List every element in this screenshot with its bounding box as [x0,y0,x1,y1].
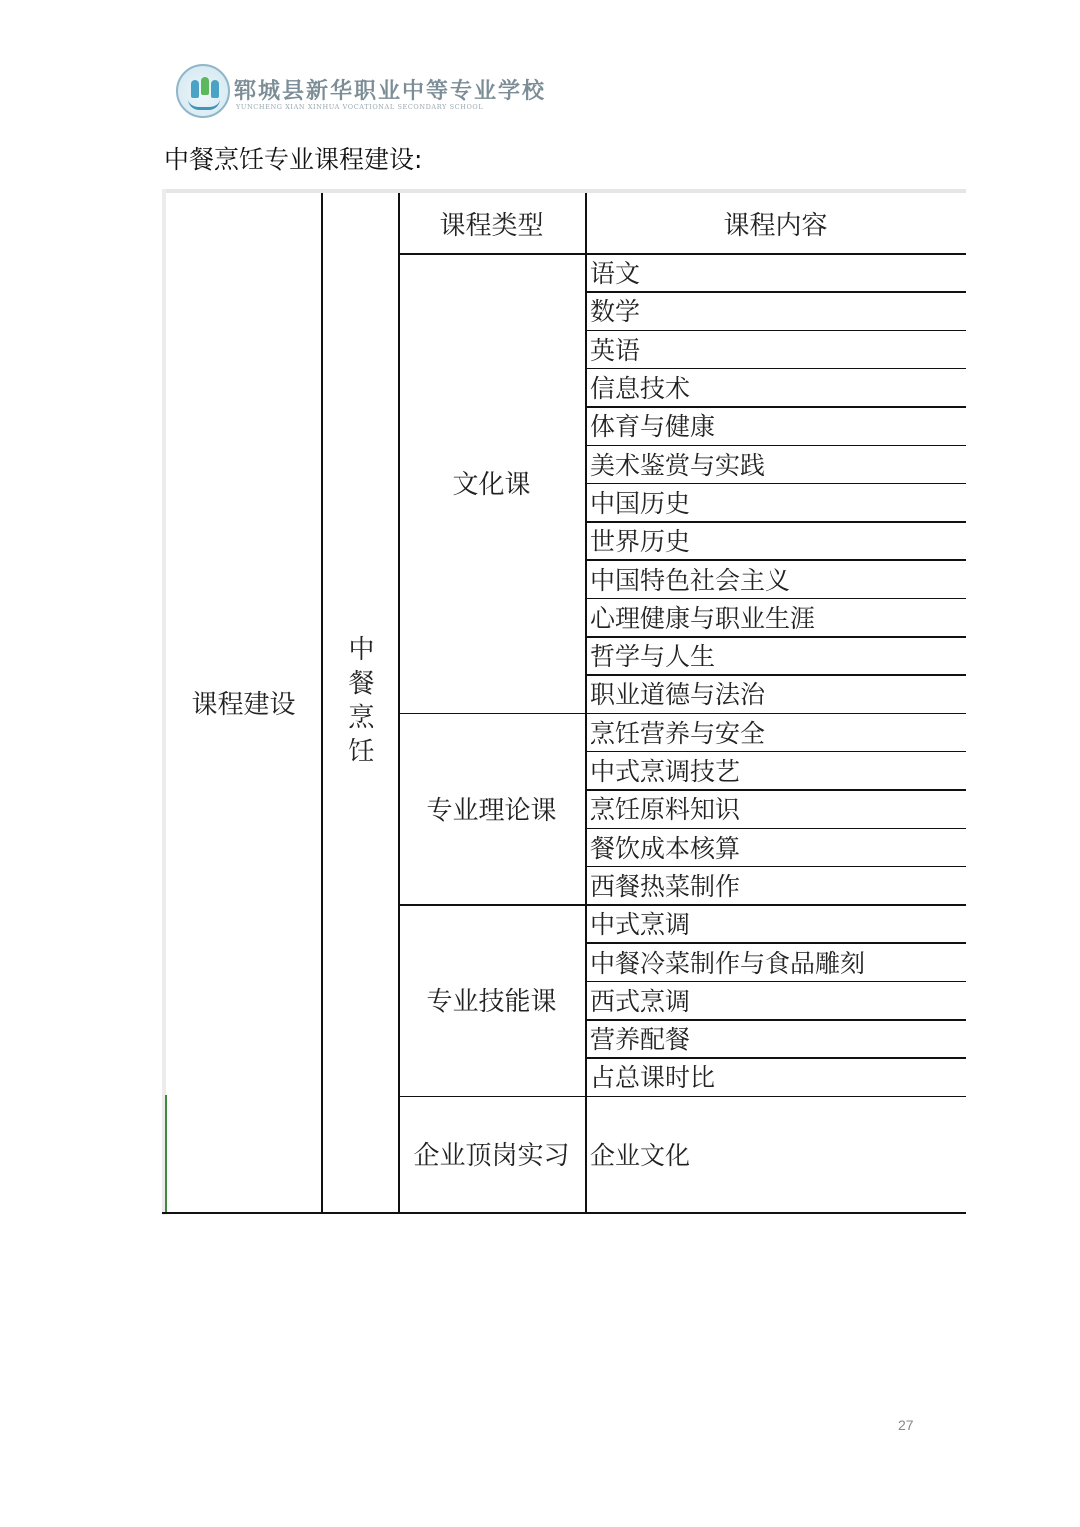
course-content-cell: 数学 [590,297,641,327]
course-type-cell: 专业技能课 [426,987,557,1018]
section-label: 课程建设 [191,690,296,720]
course-content-cell: 心理健康与职业生涯 [590,603,816,633]
course-content-cell: 职业道德与法治 [590,680,766,710]
course-content-cell: 中餐冷菜制作与食品雕刻 [590,948,866,978]
course-content-cell: 烹饪原料知识 [590,795,741,825]
course-type-cell: 企业顶岗实习 [413,1141,570,1172]
course-content-cell: 烹饪营养与安全 [590,718,766,748]
course-content-cell: 美术鉴赏与实践 [590,450,766,480]
course-content-cell: 西餐热菜制作 [590,871,741,901]
course-content-cell: 中国历史 [590,488,691,518]
content-column-header: 课程内容 [723,210,828,241]
course-content-cell: 营养配餐 [590,1025,691,1055]
course-content-cell: 占总课时比 [590,1063,716,1093]
table-bottom-rule [162,1212,966,1214]
course-content-cell: 餐饮成本核算 [590,833,741,863]
type-column-header: 课程类型 [439,210,544,241]
course-content-cell: 中国特色社会主义 [590,565,791,595]
course-content-cell: 信息技术 [590,374,691,404]
curriculum-table [162,189,966,1217]
school-name-en: YUNCHENG XIAN XINHUA VOCATIONAL SECONDARY SCHOOL [236,103,484,111]
course-content-cell: 中式烹调 [590,910,691,940]
school-emblem-icon [176,64,230,118]
course-content-cell: 世界历史 [590,527,691,557]
course-content-cell: 体育与健康 [590,412,716,442]
course-type-cell: 专业理论课 [426,795,557,826]
page-number: 27 [898,1417,914,1433]
course-content-cell: 中式烹调技艺 [590,757,741,787]
course-type-cell: 文化课 [452,470,531,501]
school-logo [176,64,547,122]
course-content-cell: 企业文化 [590,1140,691,1170]
major-label: 中餐烹饪 [344,634,374,771]
course-content-cell: 西式烹调 [590,986,691,1016]
school-name-cn: 郓城县新华职业中等专业学校 [234,78,547,104]
course-content-cell: 语文 [590,259,641,289]
course-content-cell: 哲学与人生 [590,642,716,672]
course-content-cell: 英语 [590,335,641,365]
column-rule [321,193,323,1212]
page-heading: 中餐烹饪专业课程建设: [164,145,423,174]
